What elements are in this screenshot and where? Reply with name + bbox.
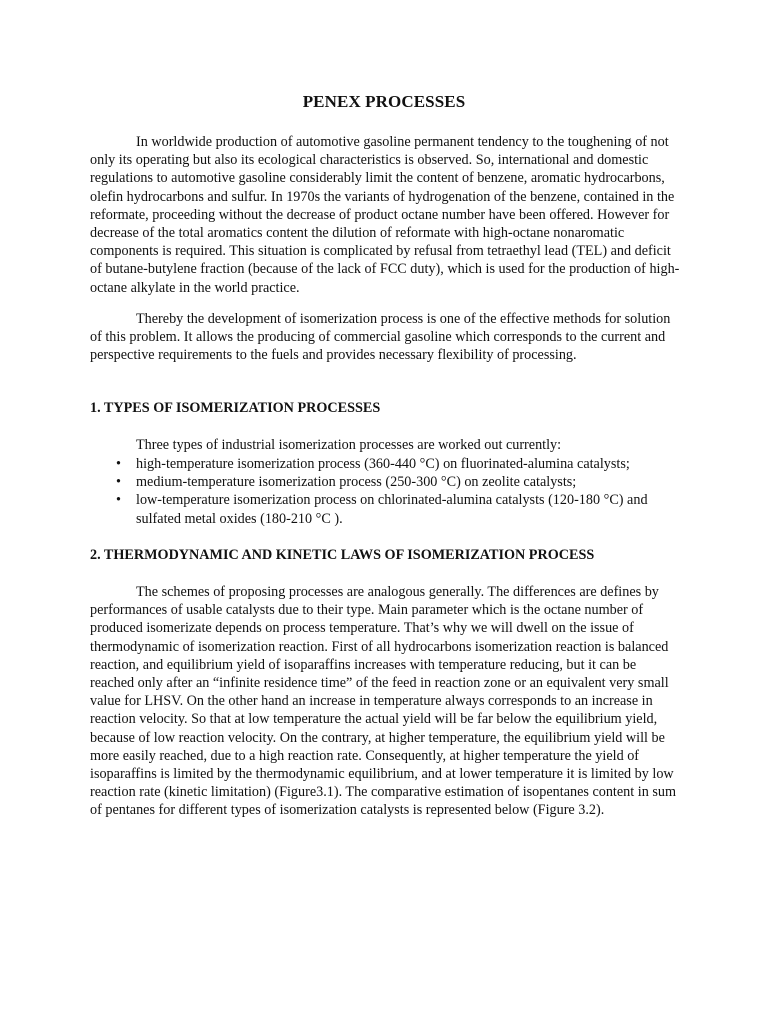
bullet-icon: •	[116, 492, 121, 509]
bullet-icon: •	[116, 474, 121, 491]
list-item-text: high-temperature isomerization process (360-440 °C) on fluorinated-alumina catalysts;	[136, 456, 630, 472]
list-item-text: medium-temperature isomerization process (250-300 °C) on zeolite catalysts;	[136, 474, 577, 491]
paragraph-introduction: In worldwide production of automotive gasoline permanent tendency to the toughening of not only its operating but also its ecological characteristics is observed. So, international and domestic regulations to automotive gasoline considerably limit the content of benzene, aromatic hydrocarbons, olefin hydrocarbons and sulfur. In 1970s the variants of hydrogenation of the benzene, contained in the reformate, proceeding without the decrease of product octane number have been offered. However for decrease of the total aromatics content the dilution of reformate with high-octane nonaromatic components is required. This situation is complicated by refusal from tetraethyl lead (TEL) and deficit of butane-butylene fraction (because of the lack of FCC duty), which is used for the production of high-octane alkylate in the world practice.	[90, 134, 680, 296]
list-item-text: low-temperature isomerization process on chlorinated-alumina catalysts (120-180 °C) and sulfated metal oxides (180-210 °C ).	[136, 492, 648, 527]
list-item	[90, 473, 690, 491]
section-heading-types: 1. TYPES OF ISOMERIZATION PROCESSES	[90, 400, 381, 416]
paragraph-thermodynamics: The schemes of proposing processes are analogous generally. The differences are defines by performances of usable catalysts due to their type. Main parameter which is the octane number of produced isomerizate depends on process temperature. That’s why we will dwell on the issue of thermodynamic of isomerization reaction. First of all hydrocarbons isomerization reaction is balanced reaction, and equilibrium yield of isoparaffins increases with temperature reducing, but it can be reached only after an “infinite residence time” of the feed in reaction zone or an equivalent very small value for LHSV. On the other hand an increase in temperature always corresponds to an increase in reaction velocity. So that at low temperature the actual yield will be far below the equilibrium yield, because of low reaction velocity. On the contrary, at higher temperature, the equilibrium yield will be more easily reached, due to a high reaction rate. Consequently, at higher temperature the yield of isoparaffins is limited by the thermodynamic equilibrium, and at lower temperature it is limited by low reaction rate (kinetic limitation) (Figure3.1). The comparative estimation of isopentanes content in sum of pentanes for different types of isomerization catalysts is represented below (Figure 3.2).	[90, 584, 676, 819]
process-types-list	[90, 455, 690, 528]
section-intro-text: Three types of industrial isomerization processes are worked out currently:	[136, 437, 562, 453]
bullet-icon: •	[116, 456, 121, 472]
paragraph-development: Thereby the development of isomerization process is one of the effective methods for solution of this problem. It allows the producing of commercial gasoline which corresponds to the current and perspective requirements to the fuels and provides necessary flexibility of processing.	[90, 311, 671, 364]
list-item	[90, 455, 690, 473]
section-heading-thermodynamic: 2. THERMODYNAMIC AND KINETIC LAWS OF ISOMERIZATION PROCESS	[90, 547, 595, 563]
list-item	[90, 491, 690, 527]
document-title: PENEX PROCESSES	[302, 92, 466, 111]
